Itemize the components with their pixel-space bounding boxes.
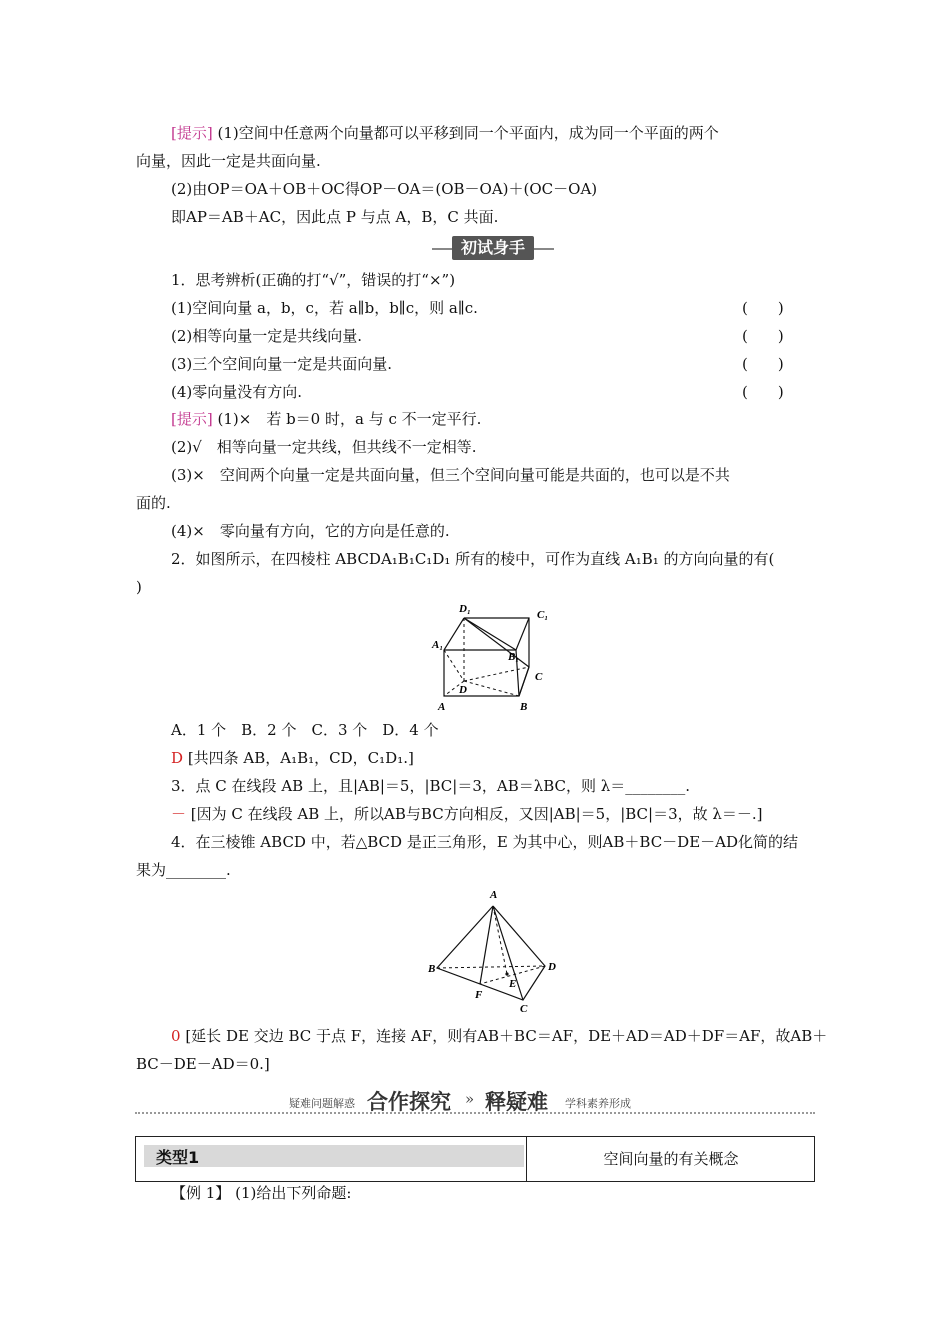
hint-text: (1)空间中任意两个向量都可以平移到同一个平面内，成为同一个平面的两个 [217, 124, 719, 142]
q3-answer-line [171, 804, 763, 824]
type-title: 空间向量的有关概念 [603, 1150, 739, 1168]
q2-line-2: ) [136, 578, 142, 596]
hint-line-4: 即AP＝AB＋AC，因此点 P 与点 A，B，C 共面. [171, 208, 499, 226]
type-box [135, 1136, 815, 1182]
q3-explain: [因为 C 在线段 AB 上，所以AB与BC方向相反，又因|AB|＝5，|BC|＝3，故 λ＝－.] [190, 805, 763, 823]
q4-explain-line-2: BC－DE－AD＝0.] [136, 1055, 270, 1073]
answer-paren-1: ( ) [742, 299, 784, 317]
section-title-1: 合作探究 [367, 1090, 451, 1114]
answer-paren-2: ( ) [742, 327, 784, 345]
q1-hint-line-2: (2)√ 相等向量一定共线，但共线不一定相等. [171, 438, 477, 456]
q1-item-4: (4)零向量没有方向. [171, 383, 303, 401]
q1-item-2: (2)相等向量一定是共线向量. [171, 327, 363, 345]
q3-line: 3．点 C 在线段 AB 上，且|AB|＝5，|BC|＝3，AB＝λBC，则 λ＝________. [171, 777, 691, 795]
prism-figure [430, 600, 560, 716]
chevron-right-icon: » [465, 1090, 475, 1108]
fig-label: A [490, 889, 498, 901]
fig-label: C₁ [537, 609, 549, 621]
q2-line-1: 2．如图所示，在四棱柱 ABCDA₁B₁C₁D₁ 所有的棱中，可作为直线 A₁B₁ 的方向向量的有( [171, 550, 775, 568]
tetrahedron-figure [425, 886, 565, 1016]
section-small-left: 疑难问题解惑 [289, 1097, 355, 1110]
answer-paren-4: ( ) [742, 383, 784, 401]
q4-line-1: 4．在三棱锥 ABCD 中，若△BCD 是正三角形，E 为其中心，则AB＋BC－DE－AD化简的结 [171, 833, 799, 851]
q1-hint-label: [提示] [171, 410, 213, 428]
q4-line-2: 果为________. [136, 861, 231, 879]
q2-explain: [共四条 AB，A₁B₁，CD，C₁D₁.] [187, 749, 414, 767]
q1-hint-line-4: 面的. [136, 494, 171, 512]
q4-answer-line [171, 1026, 827, 1046]
fig-label: D₁ [459, 603, 471, 615]
fig-label: B [428, 963, 436, 975]
section-banner [432, 236, 554, 262]
type-tag-background [144, 1145, 524, 1167]
type-box-left [136, 1137, 527, 1181]
q4-explain: [延长 DE 交边 BC 于点 F，连接 AF，则有AB＋BC＝AF，DE＋AD＝AD＋DF＝AF，故AB＋ [185, 1027, 828, 1045]
hint-line-2: 向量，因此一定是共面向量. [136, 152, 321, 170]
hint-line-1 [171, 123, 719, 143]
fig-label: C [520, 1003, 528, 1015]
section-header [135, 1090, 815, 1122]
q2-answer: D [171, 749, 184, 767]
q1-hint-line-3: (3)× 空间两个向量一定是共面向量，但三个空间向量可能是共面的，也可以是不共 [171, 466, 730, 484]
q2-options: A．1 个 B．2 个 C．3 个 D．4 个 [171, 721, 439, 739]
fig-label: F [475, 989, 483, 1001]
fig-label: C [535, 671, 543, 683]
example-text: (1)给出下列命题: [235, 1184, 352, 1202]
q1-hint-line-1 [171, 409, 481, 429]
q1-item-3: (3)三个空间向量一定是共面向量. [171, 355, 393, 373]
q3-answer: － [171, 805, 187, 823]
banner-label: 初试身手 [452, 236, 534, 260]
fig-label: A [438, 701, 446, 713]
section-title-2: 释疑难 [485, 1090, 548, 1114]
example-line [171, 1183, 351, 1203]
fig-label: A₁ [432, 639, 444, 651]
hint-label: [提示] [171, 124, 213, 142]
q1-item-1: (1)空间向量 a，b，c，若 a∥b，b∥c，则 a∥c. [171, 299, 478, 317]
example-label: 【例 1】 [171, 1184, 231, 1202]
type-tag: 类型1 [156, 1148, 200, 1167]
q4-answer: 0 [171, 1027, 181, 1045]
answer-paren-3: ( ) [742, 355, 784, 373]
q1-hint-text: (1)× 若 b＝0 时，a 与 c 不一定平行. [217, 410, 482, 428]
q2-answer-line [171, 748, 414, 768]
q1-hint-line-5: (4)× 零向量有方向，它的方向是任意的. [171, 522, 450, 540]
fig-label: B₁ [508, 651, 520, 663]
center-point-icon [505, 972, 508, 975]
fig-label: E [509, 978, 517, 990]
section-divider [135, 1112, 815, 1114]
fig-label: B [520, 701, 528, 713]
section-small-right: 学科素养形成 [565, 1097, 631, 1110]
fig-label: D [548, 961, 556, 973]
fig-label: D [459, 684, 467, 696]
q1-title: 1．思考辨析(正确的打“√”，错误的打“×”) [171, 271, 456, 289]
hint-line-3: (2)由OP＝OA＋OB＋OC得OP－OA＝(OB－OA)＋(OC－OA) [171, 180, 598, 198]
